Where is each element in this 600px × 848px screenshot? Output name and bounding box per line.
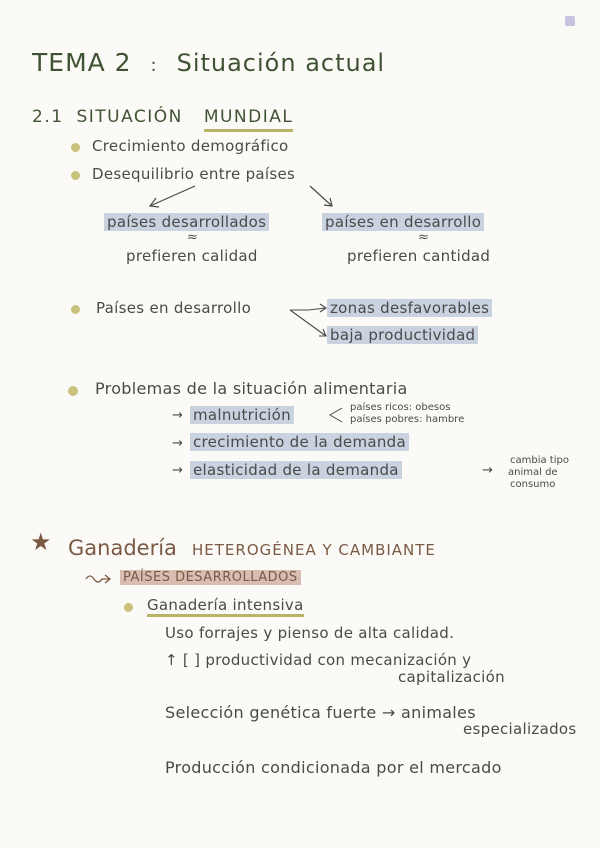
zonas-label: zonas desfavorables bbox=[327, 299, 492, 317]
bullet-dot bbox=[68, 386, 78, 396]
arrow-elasticidad: → bbox=[172, 463, 183, 478]
malnutricion-brace bbox=[326, 404, 346, 426]
section-number: 2.1 bbox=[32, 107, 64, 127]
title-sep: : bbox=[150, 55, 158, 76]
approx-left: ≈ bbox=[187, 230, 198, 245]
arrow-malnutricion: → bbox=[172, 408, 183, 423]
section-highlight: MUNDIAL bbox=[204, 107, 294, 132]
line-uso: Uso forrajes y pienso de alta calidad. bbox=[165, 624, 455, 642]
section-label: SITUACIÓN bbox=[76, 107, 183, 127]
approx-right: ≈ bbox=[418, 230, 429, 245]
paises-desarrollados-tag bbox=[120, 570, 301, 585]
item-zonas bbox=[327, 299, 492, 317]
elasticidad-label: elasticidad de la demanda bbox=[190, 461, 402, 479]
paises-en-desarrollo bbox=[322, 213, 484, 231]
star-icon: ★ bbox=[30, 528, 52, 556]
line-produccion: Producción condicionada por el mercado bbox=[165, 758, 502, 777]
wave-arrow-icon bbox=[84, 570, 114, 586]
bullet-desequilibrio: Desequilibrio entre países bbox=[92, 165, 296, 183]
arrow-elasticidad-note: → bbox=[482, 463, 493, 478]
ganaderia-title-a: Ganadería bbox=[68, 536, 177, 560]
ganaderia-heading bbox=[68, 536, 436, 560]
malnutricion-note-2: países pobres: hambre bbox=[350, 414, 465, 425]
line-especializados: especializados bbox=[463, 720, 577, 738]
crecimiento-demanda bbox=[190, 433, 409, 451]
baja-label: baja productividad bbox=[327, 326, 478, 344]
paises-desarrollados bbox=[104, 213, 269, 231]
elasticidad-note-1: cambia tipo bbox=[510, 455, 569, 466]
title-rest: Situación actual bbox=[176, 49, 386, 77]
prefieren-calidad: prefieren calidad bbox=[126, 247, 258, 265]
bullet-dot bbox=[124, 603, 133, 612]
item-baja bbox=[327, 326, 478, 344]
problemas-label: Problemas de la situación alimentaria bbox=[95, 379, 408, 398]
line-capitalizacion: capitalización bbox=[398, 668, 505, 686]
paises-en-desarrollo-bullet: Países en desarrollo bbox=[96, 299, 252, 317]
split-arrows bbox=[0, 0, 600, 230]
line-productividad: ↑ [ ] productividad con mecanización y bbox=[165, 651, 472, 669]
title-tema: TEMA 2 bbox=[32, 48, 132, 77]
ganaderia-intensiva-label: Ganadería intensiva bbox=[147, 596, 304, 617]
malnutricion-label: malnutrición bbox=[190, 406, 294, 424]
line-seleccion: Selección genética fuerte → animales bbox=[165, 703, 476, 722]
malnutricion bbox=[190, 406, 294, 424]
bullet-dot bbox=[71, 305, 80, 314]
prefieren-cantidad: prefieren cantidad bbox=[347, 247, 491, 265]
ganaderia-title-b: HETEROGÉNEA Y CAMBIANTE bbox=[192, 541, 436, 559]
paises-en-desarrollo-label: países en desarrollo bbox=[322, 213, 484, 231]
paises-desarrollados-tag-label: PAÍSES DESARROLLADOS bbox=[120, 570, 301, 585]
arrow-crecimiento: → bbox=[172, 436, 183, 451]
elasticidad-demanda bbox=[190, 461, 402, 479]
elasticidad-note-2: animal de bbox=[508, 467, 558, 478]
malnutricion-note-1: países ricos: obesos bbox=[350, 402, 451, 413]
crecimiento-label: crecimiento de la demanda bbox=[190, 433, 409, 451]
elasticidad-note-3: consumo bbox=[510, 479, 556, 490]
paises-desarrollados-label: países desarrollados bbox=[104, 213, 269, 231]
ganaderia-intensiva bbox=[147, 596, 304, 614]
bullet-crecimiento: Crecimiento demográfico bbox=[92, 137, 289, 155]
